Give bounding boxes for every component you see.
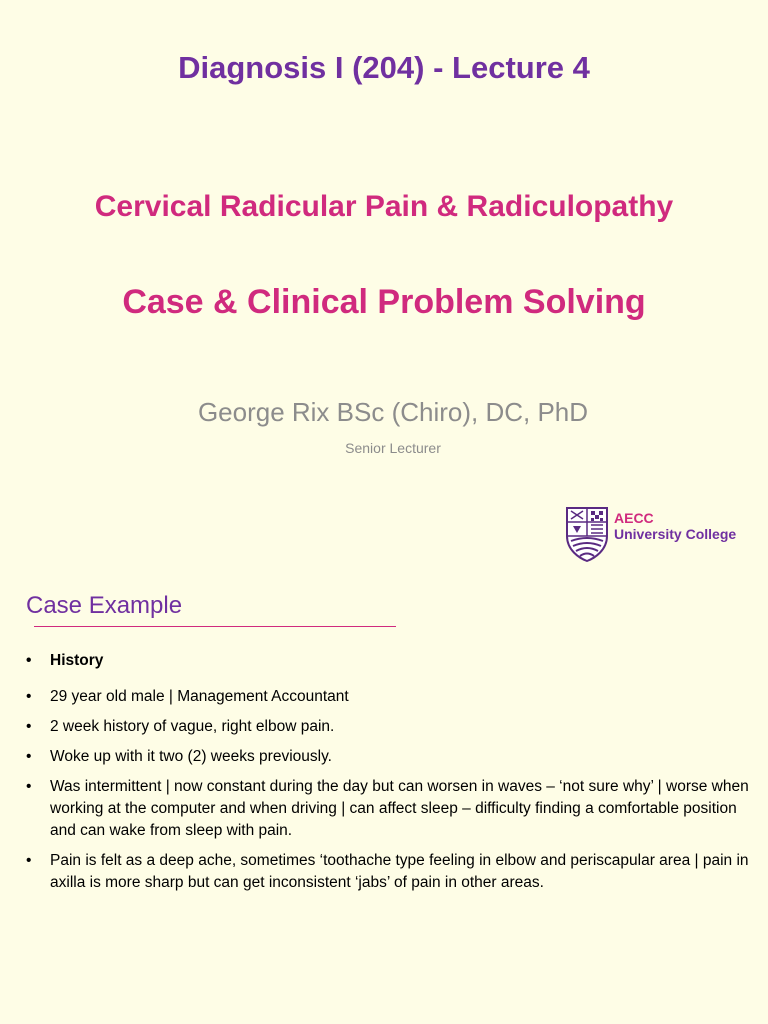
bullet-dot: • xyxy=(26,652,32,669)
bullet-dot: • xyxy=(26,778,32,795)
bullet-text: Was intermittent | now constant during the day but can worsen in waves – ‘not sure why’ | worse when working at the computer and when driving | can affect sleep – difficulty finding a comfortable position and can wake from sleep with pain. xyxy=(50,778,749,839)
title-underline xyxy=(34,626,396,627)
bullet-text: History xyxy=(50,652,104,669)
bullet-item xyxy=(26,686,766,708)
bullet-dot: • xyxy=(26,852,32,869)
bullet-text: 29 year old male | Management Accountant xyxy=(50,688,349,705)
aecc-logo xyxy=(565,506,755,564)
case-slide xyxy=(0,578,768,1024)
bullet-text: 2 week history of vague, right elbow pain. xyxy=(50,718,335,735)
case-subtitle: Case & Clinical Problem Solving xyxy=(122,283,646,321)
bullet-history-heading xyxy=(26,650,766,672)
aecc-shield-icon xyxy=(565,506,609,562)
logo-line-aecc: AECC xyxy=(614,510,654,526)
bullet-item xyxy=(26,850,766,894)
bullet-dot: • xyxy=(26,688,32,705)
bullet-item xyxy=(26,716,766,738)
author-name: George Rix BSc (Chiro), DC, PhD xyxy=(197,397,589,427)
bullet-dot: • xyxy=(26,718,32,735)
author-role: Senior Lecturer xyxy=(345,440,441,456)
logo-line-university: University College xyxy=(614,526,737,542)
case-bullet-list xyxy=(26,650,766,902)
bullet-text: Pain is felt as a deep ache, sometimes ‘toothache type feeling in elbow and periscapular area | pain in axilla is more sharp but can get inconsistent ‘jabs’ of pain in other areas. xyxy=(50,852,749,891)
bullet-text: Woke up with it two (2) weeks previously. xyxy=(50,748,332,765)
bullet-item xyxy=(26,746,766,768)
case-title: Case Example xyxy=(26,592,183,619)
topic-subtitle: Cervical Radicular Pain & Radiculopathy xyxy=(94,190,674,223)
bullet-dot: • xyxy=(26,748,32,765)
logo-text xyxy=(614,510,736,542)
lecture-title: Diagnosis I (204) - Lecture 4 xyxy=(178,50,590,85)
bullet-item xyxy=(26,776,766,842)
